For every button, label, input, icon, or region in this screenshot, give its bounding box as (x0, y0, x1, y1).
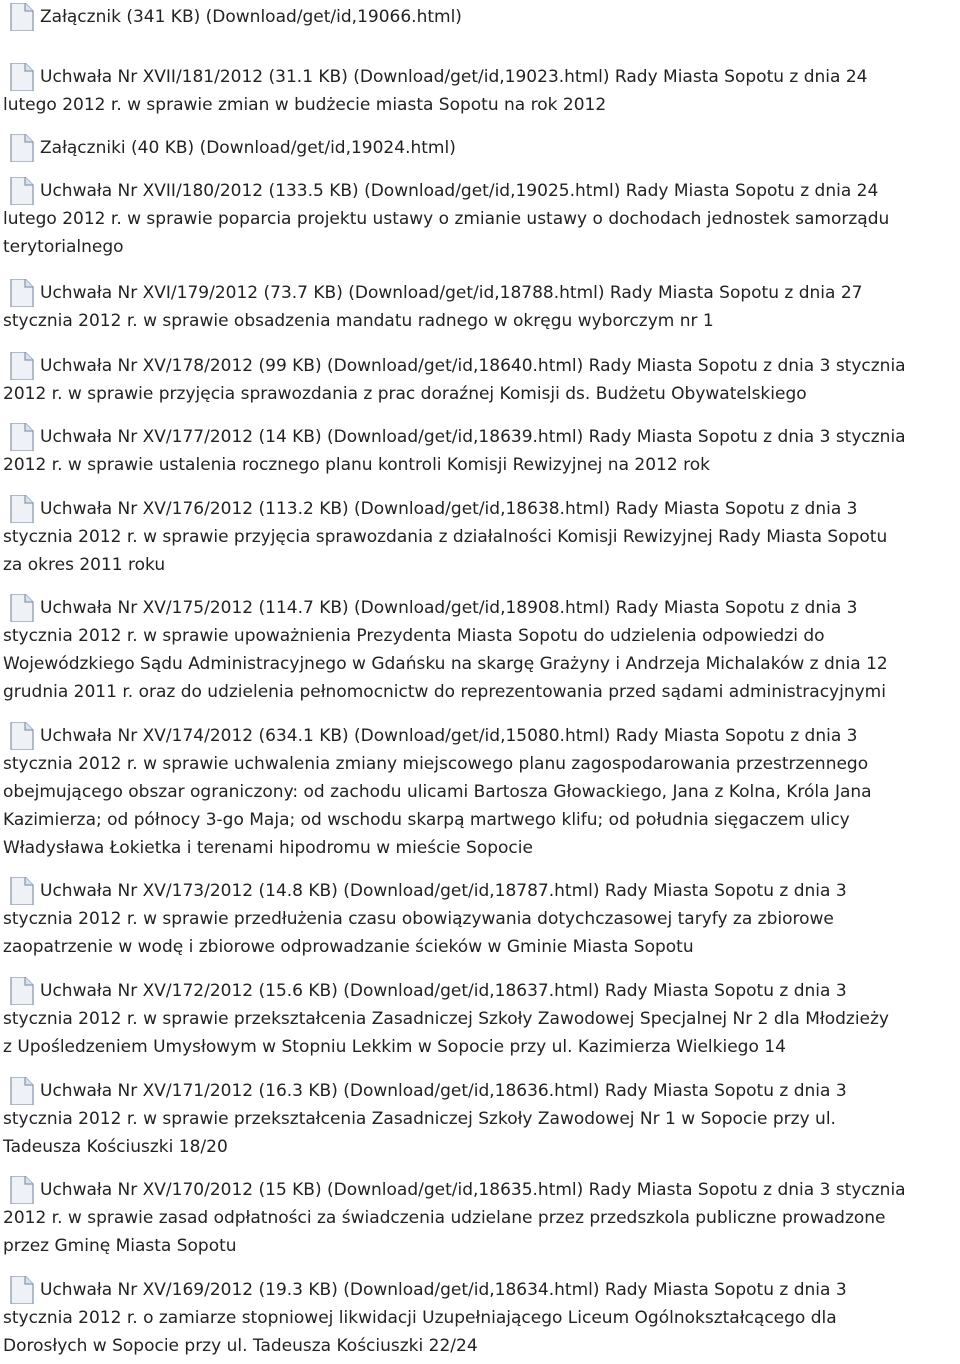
entry-link-text[interactable]: Uchwała Nr XVII/180/2012 (133.5 KB) (Download/get/id,19025.html) Rady Miasta Sopotu z dnia 24 (40, 181, 879, 201)
entry-description-line: grudnia 2011 r. oraz do udzielenia pełnomocnictw do reprezentowania przed sądami administracyjnymi (3, 682, 886, 702)
entry-description-line: stycznia 2012 r. w sprawie przedłużenia czasu obowiązywania dotychczasowej taryfy za zbiorowe (3, 909, 834, 929)
resolution-entry (3, 352, 958, 408)
resolution-entry (3, 1077, 958, 1161)
entry-description-line: 2012 r. w sprawie zasad odpłatności za świadczenia udzielane przez przedszkola publiczne prowadzone (3, 1208, 886, 1228)
entry-link-text[interactable]: Uchwała Nr XVII/181/2012 (31.1 KB) (Download/get/id,19023.html) Rady Miasta Sopotu z dnia 24 (40, 67, 868, 87)
entry-description-line: 2012 r. w sprawie przyjęcia sprawozdania z prac doraźnej Komisji ds. Budżetu Obywatelskiego (3, 384, 807, 404)
resolution-entry (3, 594, 958, 706)
entry-description-line: stycznia 2012 r. w sprawie uchwalenia zmiany miejscowego planu zagospodarowania przestrzennego (3, 754, 869, 774)
entry-line-1[interactable] (3, 177, 958, 205)
entry-description-line: terytorialnego (3, 237, 124, 257)
resolution-entry (3, 1276, 958, 1360)
resolution-entry (3, 177, 958, 261)
attachment-entry (3, 3, 958, 31)
entry-description-line: zaopatrzenie w wodę i zbiorowe odprowadzanie ścieków w Gminie Miasta Sopotu (3, 937, 694, 957)
entry-link-text[interactable]: Załącznik (341 KB) (Download/get/id,19066.html) (40, 7, 462, 27)
file-icon (9, 495, 35, 523)
entry-description-line: stycznia 2012 r. w sprawie przyjęcia sprawozdania z działalności Komisji Rewizyjnej Rady Miasta Sopotu (3, 527, 888, 547)
entry-line-1[interactable] (3, 495, 958, 523)
file-icon (9, 63, 35, 91)
file-icon (9, 722, 35, 750)
resolution-entry (3, 495, 958, 579)
entry-line-1[interactable] (3, 63, 958, 91)
resolution-entry (3, 1176, 958, 1260)
file-icon (9, 134, 35, 162)
entry-line-1[interactable] (3, 1077, 958, 1105)
entry-description-line: stycznia 2012 r. w sprawie przekształcenia Zasadniczej Szkoły Zawodowej Specjalnej Nr 2 dla Młodzieży (3, 1009, 889, 1029)
entry-description-line: Dorosłych w Sopocie przy ul. Tadeusza Kościuszki 22/24 (3, 1336, 478, 1356)
file-icon (9, 279, 35, 307)
entry-description-line: stycznia 2012 r. w sprawie przekształcenia Zasadniczej Szkoły Zawodowej Nr 1 w Sopocie przy ul. (3, 1109, 836, 1129)
file-icon (9, 177, 35, 205)
entry-link-text[interactable]: Uchwała Nr XV/174/2012 (634.1 KB) (Download/get/id,15080.html) Rady Miasta Sopotu z dnia 3 (40, 726, 858, 746)
entry-line-1[interactable] (3, 279, 958, 307)
entry-description-line: stycznia 2012 r. o zamiarze stopniowej likwidacji Uzupełniającego Liceum Ogólnokształcącego dla (3, 1308, 837, 1328)
resolution-entry (3, 423, 958, 479)
entry-description-line: lutego 2012 r. w sprawie zmian w budżecie miasta Sopotu na rok 2012 (3, 95, 607, 115)
entry-description-line: 2012 r. w sprawie ustalenia rocznego planu kontroli Komisji Rewizyjnej na 2012 rok (3, 455, 710, 475)
entry-line-1[interactable] (3, 3, 958, 31)
resolution-entry (3, 279, 958, 335)
entry-description-line: z Upośledzeniem Umysłowym w Stopniu Lekkim w Sopocie przy ul. Kazimierza Wielkiego 14 (3, 1037, 786, 1057)
entry-line-1[interactable] (3, 1276, 958, 1304)
entry-link-text[interactable]: Uchwała Nr XV/178/2012 (99 KB) (Download/get/id,18640.html) Rady Miasta Sopotu z dnia 3 stycznia (40, 356, 906, 376)
entry-link-text[interactable]: Uchwała Nr XV/169/2012 (19.3 KB) (Download/get/id,18634.html) Rady Miasta Sopotu z dnia 3 (40, 1280, 847, 1300)
entry-line-1[interactable] (3, 352, 958, 380)
entry-description-line: Tadeusza Kościuszki 18/20 (3, 1137, 228, 1157)
file-icon (9, 1276, 35, 1304)
entry-line-1[interactable] (3, 722, 958, 750)
resolution-entry (3, 722, 958, 862)
file-icon (9, 877, 35, 905)
resolution-entry (3, 63, 958, 119)
file-icon (9, 3, 35, 31)
entry-link-text[interactable]: Załączniki (40 KB) (Download/get/id,19024.html) (40, 138, 456, 158)
file-icon (9, 1077, 35, 1105)
file-icon (9, 977, 35, 1005)
resolution-entry (3, 877, 958, 961)
entry-link-text[interactable]: Uchwała Nr XV/176/2012 (113.2 KB) (Download/get/id,18638.html) Rady Miasta Sopotu z dnia 3 (40, 499, 858, 519)
file-icon (9, 1176, 35, 1204)
entry-line-1[interactable] (3, 877, 958, 905)
entry-description-line: Kazimierza; od północy 3-go Maja; od wschodu skarpą martwego klifu; od południa sięgaczem ulicy (3, 810, 850, 830)
entry-line-1[interactable] (3, 423, 958, 451)
resolution-entry (3, 977, 958, 1061)
entry-link-text[interactable]: Uchwała Nr XV/175/2012 (114.7 KB) (Download/get/id,18908.html) Rady Miasta Sopotu z dnia 3 (40, 598, 858, 618)
entry-description-line: stycznia 2012 r. w sprawie upoważnienia Prezydenta Miasta Sopotu do udzielenia odpowiedzi do (3, 626, 825, 646)
entry-description-line: obejmującego obszar ograniczony: od zachodu ulicami Bartosza Głowackiego, Jana z Kolna, Króla Jana (3, 782, 872, 802)
file-icon (9, 352, 35, 380)
entry-description-line: Władysława Łokietka i terenami hipodromu w mieście Sopocie (3, 838, 533, 858)
entry-line-1[interactable] (3, 594, 958, 622)
file-icon (9, 594, 35, 622)
entry-description-line: za okres 2011 roku (3, 555, 166, 575)
entry-link-text[interactable]: Uchwała Nr XV/170/2012 (15 KB) (Download/get/id,18635.html) Rady Miasta Sopotu z dnia 3 stycznia (40, 1180, 906, 1200)
entry-line-1[interactable] (3, 134, 958, 162)
entry-description-line: Wojewódzkiego Sądu Administracyjnego w Gdańsku na skargę Grażyny i Andrzeja Michalaków z dnia 12 (3, 654, 888, 674)
entry-link-text[interactable]: Uchwała Nr XV/173/2012 (14.8 KB) (Download/get/id,18787.html) Rady Miasta Sopotu z dnia 3 (40, 881, 847, 901)
entry-description-line: stycznia 2012 r. w sprawie obsadzenia mandatu radnego w okręgu wyborczym nr 1 (3, 311, 714, 331)
entry-description-line: lutego 2012 r. w sprawie poparcia projektu ustawy o zmianie ustawy o dochodach jednostek samorządu (3, 209, 890, 229)
entry-link-text[interactable]: Uchwała Nr XV/171/2012 (16.3 KB) (Download/get/id,18636.html) Rady Miasta Sopotu z dnia 3 (40, 1081, 847, 1101)
entry-line-1[interactable] (3, 977, 958, 1005)
entry-link-text[interactable]: Uchwała Nr XV/172/2012 (15.6 KB) (Download/get/id,18637.html) Rady Miasta Sopotu z dnia 3 (40, 981, 847, 1001)
entry-link-text[interactable]: Uchwała Nr XV/177/2012 (14 KB) (Download/get/id,18639.html) Rady Miasta Sopotu z dnia 3 stycznia (40, 427, 906, 447)
entry-link-text[interactable]: Uchwała Nr XVI/179/2012 (73.7 KB) (Download/get/id,18788.html) Rady Miasta Sopotu z dnia 27 (40, 283, 863, 303)
entry-description-line: przez Gminę Miasta Sopotu (3, 1236, 237, 1256)
file-icon (9, 423, 35, 451)
attachment-entry (3, 134, 958, 162)
entry-line-1[interactable] (3, 1176, 958, 1204)
